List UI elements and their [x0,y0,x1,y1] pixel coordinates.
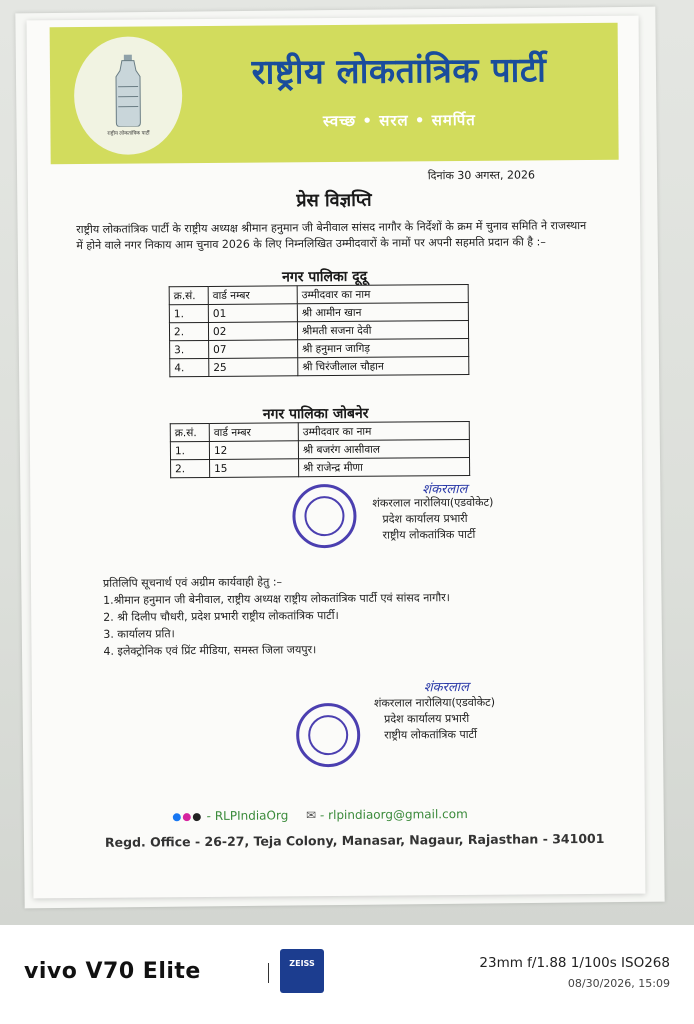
camera-brand: vivo V70 Elite [24,959,201,984]
signatory-org: राष्ट्रीय लोकतांत्रिक पार्टी [384,727,477,742]
copy-to-heading: प्रतिलिपि सूचनार्थ एवं अग्रीम कार्यवाही हेतु :– [102,575,283,590]
table-row [170,338,469,358]
camera-watermark-bar [0,925,694,1024]
zeiss-logo [280,949,324,993]
serial-cell: 4. [170,358,209,376]
list-item: 4. इलेक्ट्रोनिक एवं प्रिंट मीडिया, समस्त जिला जयपुर। [103,643,317,658]
document-title: प्रेस विज्ञप्ति [296,189,372,212]
table-row [170,356,469,376]
table-row [170,439,469,459]
column-header: उम्मीदवार का नाम [297,284,468,303]
release-date: दिनांक 30 अगस्त, 2026 [427,168,536,183]
social-handle: - RLPIndiaOrg [206,808,289,824]
list-item: 3. कार्यालय प्रति। [103,627,175,641]
column-header: क्र.सं. [170,423,209,441]
ward-cell: 02 [208,322,297,341]
capture-datetime: 08/30/2026, 15:09 [567,977,670,990]
party-seal-stamp [292,484,357,549]
intro-paragraph: राष्ट्रीय लोकतांत्रिक पार्टी के राष्ट्रीय अध्यक्ष श्रीमान हनुमान जी बेनीवाल सांसद नागौर के निर्देशों के क्रम में चुनाव समिति ने राजस्थान में होने वाले नगर निकाय आम चुनाव 2026 के लिए निम्नलिखित उम्मीदवारों के नामों पर अपनी सहमति प्रदान की है :– [76,219,587,253]
x-icon [193,813,201,821]
serial-cell: 1. [169,304,208,322]
zeiss-logo-text: ZEISS [289,959,315,968]
exif-info: 23mm f/1.88 1/100s ISO268 [479,955,670,971]
registered-office-address: Regd. Office - 26-27, Teja Colony, Manasar, Nagaur, Rajasthan - 341001 [104,830,605,850]
party-tagline: स्वच्छ • सरल • समर्पित [322,110,476,131]
copy-to-list [103,571,604,660]
party-name: राष्ट्रीय लोकतांत्रिक पार्टी [251,50,547,93]
signatory-name: शंकरलाल नारोलिया(एडवोकेट) [373,695,496,710]
table-row [171,457,470,477]
column-header: वार्ड नम्बर [209,423,298,442]
handwritten-signature: शंकरलाल [422,481,468,498]
column-header: वार्ड नम्बर [208,286,297,305]
signatory-role: प्रदेश कार्यालय प्रभारी [382,511,468,526]
table-header-row [169,284,468,304]
section-heading-jobner: नगर पालिका जोबनेर [262,405,369,423]
ward-cell: 01 [208,304,297,323]
facebook-icon [173,813,181,821]
column-header: क्र.सं. [169,286,208,304]
list-item: 2. श्री दिलीप चौधरी, प्रदेश प्रभारी राष्ट्रीय लोकतांत्रिक पार्टी। [103,608,339,624]
email-icon: ✉ [306,808,317,823]
table-header-row [170,421,469,441]
divider [268,963,269,983]
candidate-cell: श्री आमीन खान [297,302,468,321]
candidate-cell: श्री राजेन्द्र मीणा [299,457,470,476]
footer-contacts [173,807,468,823]
letterhead-banner [50,23,619,164]
ward-cell: 12 [209,441,298,460]
email-address: - rlpindiaorg@gmail.com [319,806,468,823]
signatory-role: प्रदेश कार्यालय प्रभारी [384,711,470,726]
serial-cell: 1. [170,441,209,459]
logo-caption: राष्ट्रीय लोकतांत्रिक पार्टी [107,130,150,137]
section-heading-dudu: नगर पालिका दूदू [281,268,368,286]
signatory-org: राष्ट्रीय लोकतांत्रिक पार्टी [382,527,476,542]
signatory-name: शंकरलाल नारोलिया(एडवोकेट) [372,495,494,510]
serial-cell: 2. [169,322,208,340]
list-item: 1.श्रीमान हनुमान जी बेनीवाल, राष्ट्रीय अध्यक्ष राष्ट्रीय लोकतांत्रिक पार्टी एवं सांसद नागौर। [103,591,450,607]
ward-cell: 15 [210,459,299,478]
instagram-icon [183,813,191,821]
ward-cell: 25 [209,358,298,377]
candidates-table-jobner [170,421,470,478]
press-release-document [27,16,646,899]
table-row [169,320,468,340]
signature-block [372,495,493,544]
candidate-cell: श्रीमती सजना देवी [297,320,468,339]
ward-cell: 07 [209,340,298,359]
candidate-cell: श्री हनुमान जागिड़ [298,338,469,357]
water-bottle-icon [112,54,145,126]
column-header: उम्मीदवार का नाम [298,421,469,440]
candidate-cell: श्री बजरंग आसीवाल [298,439,469,458]
serial-cell: 2. [171,459,210,477]
candidates-table-dudu [169,284,470,377]
table-row [169,302,468,322]
handwritten-signature: शंकरलाल [423,679,470,696]
signature-block [374,695,495,744]
candidate-cell: श्री चिरंजीलाल चौहान [298,356,469,375]
party-seal-stamp [296,703,361,768]
serial-cell: 3. [170,340,209,358]
party-logo [74,36,183,155]
